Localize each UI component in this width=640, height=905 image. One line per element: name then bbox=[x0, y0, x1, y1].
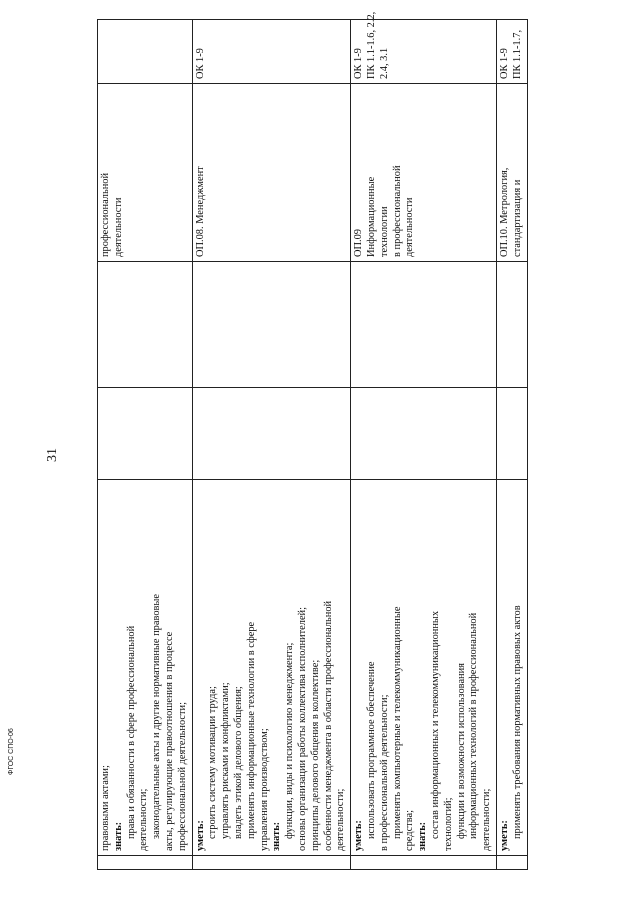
requirement-line: строить систему мотивации труда; bbox=[207, 686, 219, 839]
discipline-line: в профессиональной bbox=[391, 165, 403, 257]
competencies-cell bbox=[351, 11, 497, 84]
requirement-line: права и обязанности в сфере профессиональной bbox=[125, 625, 137, 839]
competency-line: ПК 1.1-1.6, 2.2, bbox=[365, 11, 377, 79]
section-heading: уметь: bbox=[498, 820, 510, 851]
hours-max-cell bbox=[351, 388, 497, 480]
discipline-cell bbox=[98, 84, 193, 262]
discipline-line: Информационные bbox=[365, 176, 377, 257]
page-number: 31 bbox=[45, 448, 60, 462]
competency-line: ПК 1.1-1.7, bbox=[511, 29, 523, 79]
index-cell bbox=[496, 856, 527, 870]
index-cell bbox=[351, 856, 497, 870]
discipline-cell bbox=[496, 84, 527, 262]
rotated-page bbox=[45, 10, 605, 870]
requirement-line: функции, виды и психологию менеджмента; bbox=[284, 642, 296, 839]
requirement-line: применять компьютерные и телекоммуникационные bbox=[391, 606, 403, 839]
requirement-line: применять информационные технологии в сфере bbox=[245, 621, 257, 839]
competency-line: 2.4, 3.1 bbox=[378, 47, 390, 79]
requirement-line: функции и возможности использования bbox=[455, 663, 467, 839]
curriculum-table bbox=[97, 11, 528, 870]
discipline-cell bbox=[351, 84, 497, 262]
requirements-cell bbox=[192, 480, 351, 856]
hours-max-cell bbox=[98, 388, 193, 480]
hours-class-cell bbox=[98, 262, 193, 388]
requirement-line: акты, регулирующие правоотношения в процессе bbox=[163, 631, 175, 851]
requirement-line: законодательные акты и другие нормативные правовые bbox=[151, 593, 163, 839]
competency-line: ОК 1-9 bbox=[194, 48, 206, 79]
requirements-cell bbox=[496, 480, 527, 856]
requirement-line: деятельности; bbox=[138, 788, 150, 851]
requirement-line: правовыми актами; bbox=[100, 765, 111, 851]
discipline-line: ОП.08. Менеджмент bbox=[194, 166, 206, 257]
footer-label: ФГОС СПО-06 bbox=[8, 728, 15, 775]
requirement-line: средства; bbox=[404, 810, 416, 851]
requirement-line: использовать программное обеспечение bbox=[365, 661, 377, 839]
requirements-cell bbox=[351, 480, 497, 856]
requirement-line: профессиональной деятельности; bbox=[176, 701, 188, 851]
index-cell bbox=[98, 856, 193, 870]
competencies-cell bbox=[192, 20, 351, 84]
table-row bbox=[351, 20, 497, 870]
section-heading: знать: bbox=[417, 821, 429, 851]
competencies-cell bbox=[496, 20, 527, 84]
hours-max-cell bbox=[192, 388, 351, 480]
competency-line: ОК 1-9 bbox=[353, 48, 365, 79]
discipline-cell bbox=[192, 84, 351, 262]
competencies-cell bbox=[98, 20, 193, 84]
requirement-line: деятельности; bbox=[481, 788, 493, 851]
discipline-line: деятельности bbox=[404, 197, 416, 257]
index-cell bbox=[192, 856, 351, 870]
section-heading: знать: bbox=[271, 821, 283, 851]
discipline-line: ОП.09 bbox=[353, 229, 365, 257]
discipline-line: ОП.10. Метрология, bbox=[498, 167, 510, 257]
discipline-line: стандартизация и bbox=[511, 179, 523, 257]
requirement-line: управления производством; bbox=[258, 728, 270, 851]
section-heading: уметь: bbox=[353, 820, 365, 851]
discipline-line: деятельности bbox=[112, 197, 124, 257]
section-heading: знать: bbox=[112, 821, 124, 851]
requirement-line: в профессиональной деятельности; bbox=[378, 694, 390, 851]
hours-class-cell bbox=[496, 262, 527, 388]
table-row bbox=[192, 20, 351, 870]
requirement-line: особенности менеджмента в области профессиональной bbox=[322, 600, 334, 851]
requirement-line: информационных технологий в профессиональной bbox=[468, 612, 480, 839]
table-row bbox=[496, 20, 527, 870]
competency-line: ОК 1-9 bbox=[498, 48, 510, 79]
table-row bbox=[98, 20, 193, 870]
hours-max-cell bbox=[496, 388, 527, 480]
requirement-line: управлять рисками и конфликтами; bbox=[220, 682, 232, 839]
discipline-line: технологии bbox=[378, 206, 390, 257]
requirement-line: принципы делового общения в коллективе; bbox=[309, 659, 321, 851]
requirement-line: применять требования нормативных правовых актов bbox=[511, 605, 523, 839]
discipline-line: профессиональной bbox=[100, 172, 111, 257]
requirement-line: владеть этикой делового общения; bbox=[232, 686, 244, 839]
requirement-line: основы организации работы коллектива исполнителей; bbox=[296, 606, 308, 851]
requirement-line: технологий; bbox=[442, 797, 454, 851]
requirement-line: деятельности; bbox=[335, 788, 347, 851]
section-heading: уметь: bbox=[194, 820, 206, 851]
hours-class-cell bbox=[351, 262, 497, 388]
hours-class-cell bbox=[192, 262, 351, 388]
requirements-cell bbox=[98, 480, 193, 856]
requirement-line: состав информационных и телекоммуникационных bbox=[429, 610, 441, 839]
